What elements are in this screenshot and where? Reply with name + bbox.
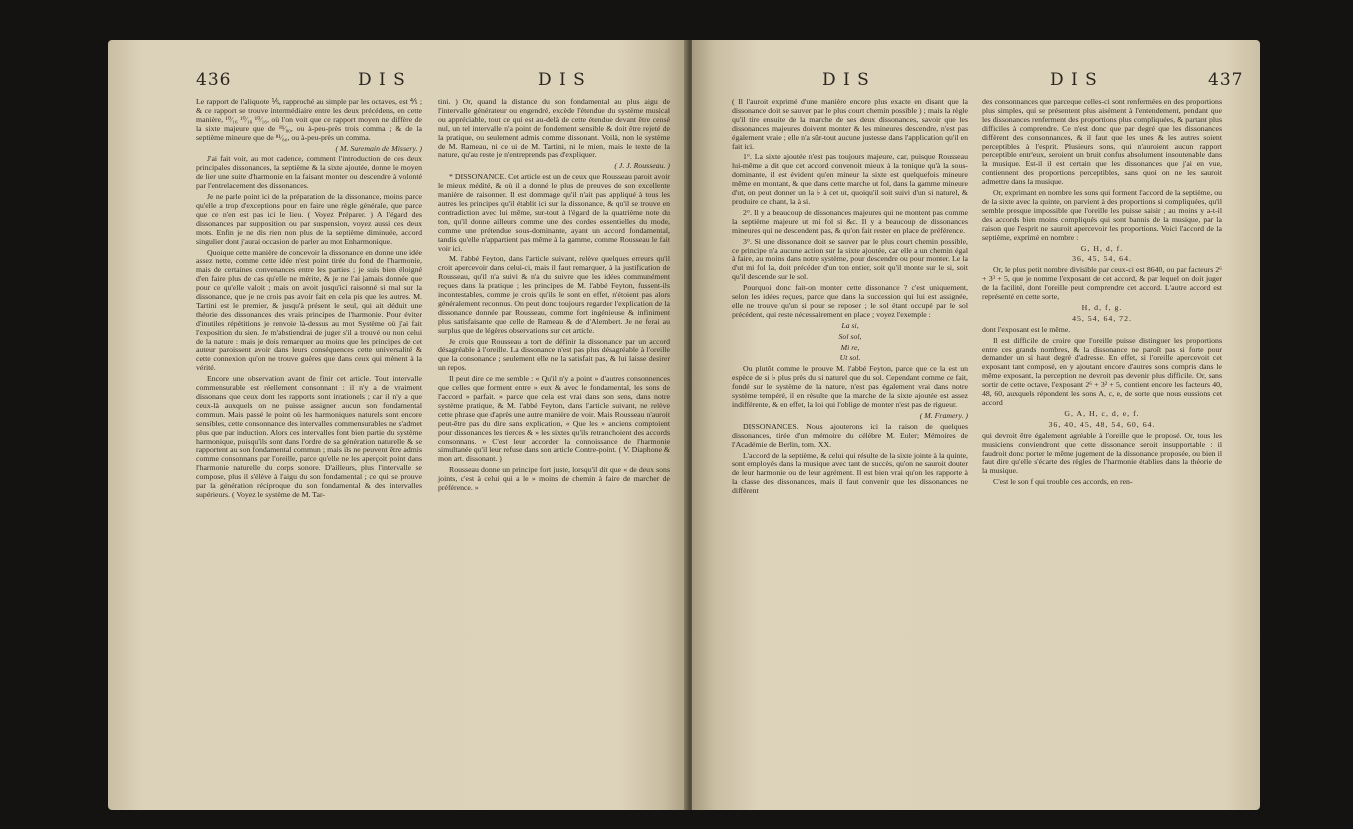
chord-numbers: 36, 45, 54, 64. [1072, 254, 1132, 264]
right-page [692, 40, 1260, 810]
left-header-col2: D I S [538, 70, 586, 90]
music-example-line: Sol sol, [838, 331, 862, 341]
signature: ( J. J. Rousseau. ) [614, 161, 670, 171]
left-header-col1: D I S [358, 70, 406, 90]
right-column-2 [982, 98, 1222, 489]
paragraph: Ou plutôt comme le prouve M. l'abbé Feyton, parce que ce la est un espèce de si ♭ plus près du si naturel que du sol. Cependant comme ce fait, fondé sur le système de la nature, n'est pas également vrai dans notre système tempéré, il en résulte que la marche de la sixte ajoutée est assez indifférente, & en effet, la loi qui l'oblige de monter n'est pas de rigueur. [732, 364, 968, 409]
paragraph: Pourquoi donc fait-on monter cette dissonance ? c'est uniquement, selon les idées reçues, parce que dans la succession qui lui est assignée, elle ne trouve qu'un si pour se reposer ; le sol étant occupé par le sol précédent, qui reste nécessairement en place ; voyez l'exemple : [732, 283, 968, 319]
paragraph: Rousseau donne un principe fort juste, lorsqu'il dit que « de deux sons joints, c'est à celui qui a le » moins de chemin à faire de marcher de préférence. » [438, 465, 670, 493]
paragraph: 3°. Si une dissonance doit se sauver par le plus court chemin possible, ce principe n'a aucune action sur la sixte ajoutée, car elle a un chemin égal à faire, au moins dans notre système, pour descendre ou pour monter. Le la d'ut mi fol la, doit précéder d'un ton entier, soit qu'il monte sur le si, soit qu'il descende sur le sol. [732, 236, 968, 282]
chord-numbers: 45, 54, 64, 72. [1072, 313, 1132, 323]
left-column-1 [196, 98, 422, 502]
music-example-line: La si, [841, 320, 859, 330]
right-header-col1: D I S [822, 70, 870, 90]
paragraph: qui devroit être également agréable à l'oreille que le proposé. Or, tous les musiciens conviendront que cette dissonance seroit insupportable : il faudroit donc porter le même jugement de la dissonance proposée, ou bien il faut dire qu'elle s'écarte des règles de l'harmonie établies dans la théorie de la musique. [982, 430, 1222, 476]
paragraph: 2°. Il y a beaucoup de dissonances majeures qui ne montent pas comme la septième majeure ut mi fol si &c. Il y a beaucoup de dissonances mineures qui ne descendent pas, & qu'on fait rester en place de préférence. [732, 207, 968, 235]
paragraph: tini. ) Or, quand la distance du son fondamental au plus aigu de l'intervalle générateur ou engendré, excède l'étendue du système musical ou appréciable, tout ce qui est au-delà de cette étendue devant être censé nul, un tel intervalle n'a point de fondement sensible & doit être rejeté de la pratique, ou seulement admis comme dissonant. Voilà, non le système de M. Rameau, ni ce ui de M. Tartini, ni le mien, mais le texte de la nature, qu'au reste je n'entreprends pas d'expliquer. [438, 97, 670, 160]
left-page-number: 436 [196, 70, 232, 90]
paragraph: ( Il l'auroit exprimé d'une manière encore plus exacte en disant que la dissonance doit se sauver par le plus court chemin possible ) ; mais la règle qu'il tire ensuite de la marche de ses deux dissonances, savoir que les dissonances majeures doivent monter & les mineures descendre, n'est pas également vraie ; elle n'a sûr-tout aucune justesse dans l'application qu'il en fait ici. [732, 97, 968, 151]
chord-notes: G, A, H, c, d, e, f. [1064, 408, 1140, 418]
paragraph: Je ne parle point ici de la préparation de la dissonance, moins parce qu'elle a trop d'exceptions pour en faire une règle générale, que parce que ce n'en est pas ici le lieu. ( Voyez Préparer. ) A l'égard des dissonances par supposition ou par suspension, voyez aussi ces deux mots. Enfin je ne dis rien non plus de la septième diminuée, accord singulier dont j'aurai occasion de parler au mot Enharmonique. [196, 192, 422, 246]
chord-notes: G, H, d, f. [1080, 243, 1124, 253]
right-page-number: 437 [1208, 70, 1244, 90]
paragraph: Quoique cette manière de concevoir la dissonance en donne une idée assez nette, comme cette idée n'est point tirée du fond de l'harmonie, mais de certaines convenances entre les parties ; je suis bien éloigné d'en faire plus de cas qu'elle ne mérite, & je ne l'ai jamais donnée que pour ce qu'elle valoit ; mais on avoit jusqu'ici raisonné si mal sur la dissonance, que je ne crois pas avoir fait en cela pis que les autres. M. Tartini est le premier, & jusqu'à présent le seul, qui ait déduit une théorie des dissonances des vrais principes de l'harmonie. Pour éviter d'inutiles répétitions je renvoie là-dessus au mot Système où j'ai fait l'exposition du sien. Je m'abstiendrai de juger s'il a trouvé ou non celui de la nature : mais je dois remarquer au moins que les principes de cet auteur paroissent avoir dans leurs conséquences cette universalité & cette connexion qu'on ne trouve guères que dans ceux qui mènent à la vérité. [196, 247, 422, 373]
paragraph: C'est le son f qui trouble ces accords, en ren- [993, 477, 1133, 487]
paragraph: L'accord de la septième, & celui qui résulte de la sixte jointe à la quinte, sont employés dans la musique avec tant de succès, qu'on ne sauroit douter de leur harmonie ou de leur agrément. Il est bien vrai qu'on les rapporte à la classe des dissonances, mais il faut convenir que les dissonances ne diffèrent [732, 450, 968, 496]
paragraph: Or, exprimant en nombre les sons qui forment l'accord de la septième, ou de la sixte avec la quinte, on parvient à des proportions si compliquées, qu'il semble presque impossible que l'oreille les puisse saisir ; au moins y a-t-il des accords bien moins compliqués qui sont bannis de la musique, par la raison que l'esprit ne sauroit apercevoir les proportions. Voici l'accord de la septième, exprimé en nombre : [982, 188, 1222, 242]
paragraph: dont l'exposant est le même. [982, 324, 1071, 334]
right-column-1 [732, 98, 968, 498]
music-example-line: Ut sol. [839, 353, 861, 363]
paragraph: Or, le plus petit nombre divisible par ceux-ci est 8640, ou par facteurs 2⁶ + 3³ + 5, que je nomme l'exposant de cet accord, & par lequel on doit juger de la facilité, dont l'oreille peut comprendre cet accord. L'autre accord est représenté en cette sorte, [982, 265, 1222, 302]
signature: ( M. Suremain de Missery. ) [335, 143, 422, 153]
paragraph: M. l'abbé Feyton, dans l'article suivant, relève quelques erreurs qu'il croit apercevoir dans celui-ci, mais il faut remarquer, à la justification de Rousseau, qu'il n'a suivi & n'a du suivre que les idées communément reçues dans la pratique ; les principes de M. l'abbé Feyton, fussent-ils incontestables, comme je crois qu'ils le sont en effet, n'étoient pas alors généralement reconnus. On peut donc toujours regarder l'explication de la dissonance donnée par Rousseau, comme fort ingénieuse & infiniment plus satisfaisante que celle de Rameau & de d'Alembert. Je ne ferai au surplus que de légères observations sur cet article. [438, 254, 670, 335]
signature: ( M. Framery. ) [919, 410, 968, 420]
paragraph: des consonnances que parceque celles-ci sont renfermées en des proportions plus simples, qui se présentent plus aisément à l'entendement, pendant que les dissonances renferment des proportions plus compliquées, & partant plus difficiles à comprendre. Ce n'est donc que par degré que les dissonances diffèrent des consonnances, & il faut que les unes & les autres soient perceptibles à l'esprit. Plusieurs sons, qui n'auroient aucun rapport perceptible entr'eux, seroient un bruit confus absolument insoutenable dans la musique. Est-il il est certain que les dissonances que j'ai en vue, contiennent des proportions perceptibles, sans quoi on ne les sauroit admettre dans la musique. [982, 97, 1222, 187]
paragraph: Je crois que Rousseau a tort de définir la dissonance par un accord désagréable à l'oreille. La dissonance n'est pas plus désagréable à l'oreille que la consonance ; seulement elle ne la satisfait pas, & lui laisse desirer un repos. [438, 336, 670, 373]
paragraph: 1°. La sixte ajoutée n'est pas toujours majeure, car, puisque Rousseau lui-même a dit que cet accord convenoit mieux à la tonique qu'à la sous-dominante, il est évident qu'en mineur la sixte est quelquefois mineure même en montant, & que dans cette marche ut fol, dans la gamme mineure d'ut, on peut donner un la ♭ à cet ut, quoiqu'il soit suivi d'un si naturel, & produire ce chant, la à si. [732, 152, 968, 206]
paragraph: * DISSONANCE. Cet article est un de ceux que Rousseau paroit avoir le mieux médité, & où il a donné le plus de preuves de son excellente manière de raisonner. Il est dommage qu'il n'ait pas appliqué à tous les autres les principes qu'il établit ici sur la dissonance, & qu'il se trouve en contradiction avec lui même, sur-tout à l'égard de la quatrième note du ton, qu'il donne ailleurs comme une des cordes essentielles du mode, comme une prétendue sous-dominante, ayant un accord fondamental, tandis qu'elle n'appartient pas même à la gamme, comme Rousseau le fait voir ici. [438, 172, 670, 253]
chord-numbers: 36, 40, 45, 48, 54, 60, 64. [1048, 419, 1156, 429]
music-example-line: Mi re, [840, 342, 860, 352]
paragraph: J'ai fait voir, au mot cadence, comment l'introduction de ces deux principales dissonances, la septième & la sixte ajoutée, donne le moyen de lier une suite d'harmonie en la faisant monter ou descendre à volonté par l'entrelacement des dissonances. [196, 154, 422, 191]
paragraph: Le rapport de l'aliquote ⅕, rapproché au simple par les octaves, est ⅘ ; & ce rapport se trouve intermédiaire entre les deux précédens, en cette manière, ¹⁰⁄₁₆ ¹⁰⁄₁₆ ¹⁰⁄₁₆, où l'on voit que ce rapport moyen ne diffère de la sixte majeure que de ⁸¹⁄₈₀, ou à-peu-près trois comma ; & de la septième mineure que de ⁸¹⁄₈₀, ou à-peu-près un comma. [196, 97, 422, 142]
right-header-col2: D I S [1050, 70, 1098, 90]
paragraph: Il est difficile de croire que l'oreille puisse distinguer les proportions entre ces grands nombres, & la dissonance ne paroît pas si forte pour demander un si haut degré d'adresse. En effet, si l'oreille apercevoit cet exposant tant composé, en y ajoutant encore d'autres sons compris dans le même exposant, la perception ne devroit pas devenir plus difficile. Or, sans sortir de cette octave, l'exposant 2⁶ + 3² + 5, contient encore les facteurs 40, 48, 60, auxquels répondent les sons A, c, e, de sorte que nous eussions cet accord [982, 335, 1222, 407]
chord-notes: H, d, f, g. [1081, 302, 1123, 312]
paragraph: Il peut dire ce me semble : « Qu'il n'y a point » d'autres consonnences que celles que forment entre » eux & avec le fondamental, les sons de l'accord » parfait. » parce que cela est vrai dans son sens, dans notre système pratique, & M. l'abbé Feyton, dans l'article suivant, ne relève cette phrase que d'après une autre manière de voir. Mais Rousseau n'auroit peut-être pas du dire sans explication, « Que les » anciens comptoient pour dissonances les tierces & » les sixtes qu'ils retranchoient des accords consonnans. » C'est leur accorder la connoissance de l'harmonie simultanée qu'il leur refuse dans son article Contre-point. ( V. Diaphone & mon art. dissonant. ) [438, 374, 670, 464]
left-page [108, 40, 688, 810]
left-column-2 [438, 98, 670, 495]
paragraph: Encore une observation avant de finir cet article. Tout intervalle commensurable est réellement consonnant : il n'y a de vraiment dissonans que ceux dont les rapports sont irrationels ; car il n'y a que ceux-là auxquels on ne puisse assigner aucun son fondamental commun. Mais passé le point où les harmoniques naturels sont encore sensibles, cette consonnance des intervalles commensurables ne s'admet plus que par induction. Alors ces intervalles font bien partie du système harmonique, puisqu'ils sont dans l'ordre de sa génération naturelle & se rapportent au son fondamental commun ; mais ils ne peuvent être admis comme consonnans par l'oreille, parce qu'elle ne les aperçoit point dans l'harmonie naturelle du corps sonore. D'ailleurs, plus l'intervalle se compose, plus il s'élève à l'aigu du son fondamental ; ce qui se prouve par la génération réciproque du son fondamental & des intervalles supérieurs. ( Voyez le système de M. Tar- [196, 374, 422, 499]
paragraph: DISSONANCES. Nous ajouterons ici la raison de quelques dissonances, tirée d'un mémoire du célèbre M. Euler; Mémoires de l'Académie de Berlin, tom. XX. [732, 421, 968, 449]
